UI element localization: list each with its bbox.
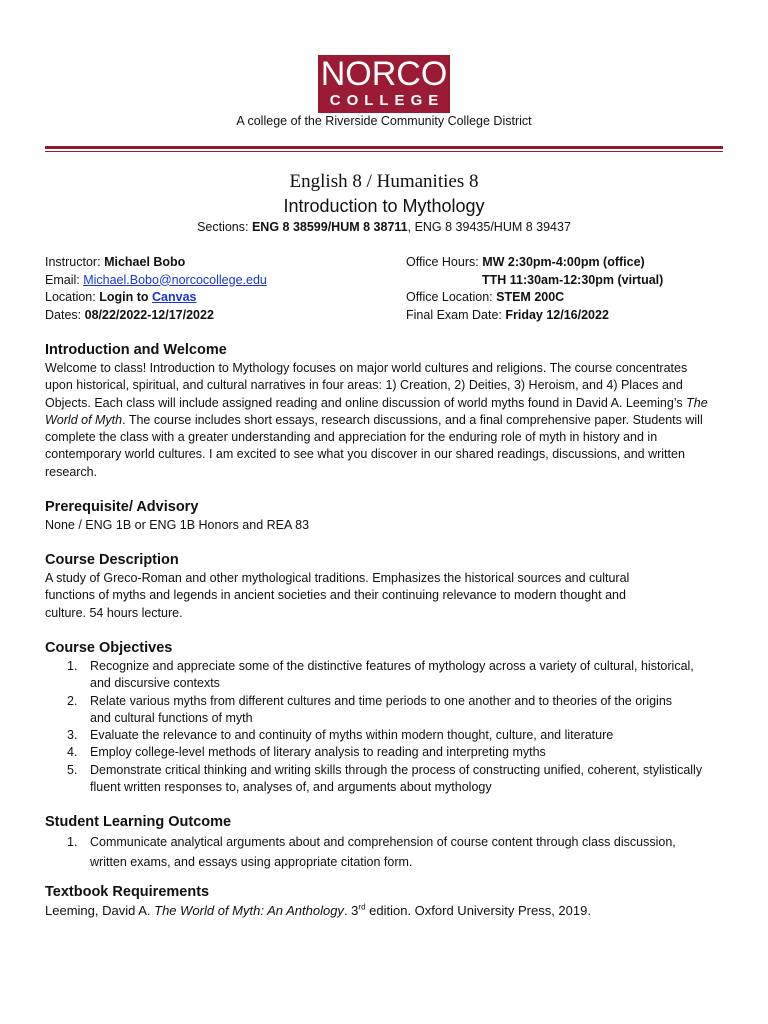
dates-row: [45, 307, 267, 325]
slo-list: [45, 832, 725, 872]
intro-line: Objects. Each class will include assigned reading and online discussion of world myths found in David A. Leeming’s: [45, 395, 683, 410]
list-number: 2.: [67, 693, 78, 708]
course-title: Introduction to Mythology: [283, 196, 485, 216]
sections-secondary: , ENG 8 39435/HUM 8 39437: [407, 220, 571, 234]
textbook-edition: . 3: [343, 903, 359, 918]
list-item: [45, 658, 725, 693]
list-number: 4.: [67, 745, 78, 760]
description-heading: Course Description: [45, 552, 179, 568]
textbook-title: The World of Myth: An Anthology: [154, 903, 344, 918]
location-label: Location:: [45, 290, 96, 304]
slo-heading: Student Learning Outcome: [45, 814, 232, 830]
logo-wordmark-top: NORCO: [320, 55, 448, 93]
dates-label: Dates:: [45, 307, 82, 322]
office-hours-label: Office Hours:: [406, 255, 479, 269]
list-number: 5.: [67, 762, 78, 777]
logo-wordmark-bottom: COLLEGE: [329, 92, 445, 109]
book-title-italic: The: [686, 395, 708, 410]
prereq-heading: Prerequisite/ Advisory: [45, 499, 199, 515]
intro-line: upon historical, spiritual, and cultural narratives in four areas: 1) Creation, 2) Deities, 3) Heroism, and 4) Places and: [45, 378, 683, 393]
textbook-section: [45, 883, 725, 919]
list-item: [45, 762, 725, 797]
final-exam-label: Final Exam Date:: [406, 307, 502, 322]
list-text: Demonstrate critical thinking and writing skills through the process of constructing unified, coherent, stylistically: [90, 762, 703, 777]
final-exam-row: [406, 307, 663, 325]
office-hours-row-2: [406, 272, 663, 290]
office-hours-2: TTH 11:30am-12:30pm (virtual): [482, 272, 664, 287]
office-location-row: [406, 289, 663, 307]
list-text: and cultural functions of myth: [90, 710, 253, 725]
intro-line: Welcome to class! Introduction to Mythology focuses on major world cultures and religions. The course concentrates: [45, 361, 688, 375]
list-text: fluent written responses to, analyses of, and arguments about mythology: [90, 780, 492, 795]
email-label: Email:: [45, 272, 80, 287]
office-location: STEM 200C: [496, 290, 565, 304]
list-item: [45, 832, 725, 872]
list-text: Relate various myths from different cultures and time periods to one another and to theories of the origins: [90, 693, 673, 708]
prereq-section: [45, 498, 725, 534]
objectives-list: [45, 658, 725, 796]
list-number: 1.: [67, 659, 78, 673]
intro-line: research.: [45, 464, 98, 479]
office-info: [406, 254, 663, 324]
list-item: [45, 727, 725, 744]
textbook-edition-suffix: rd: [358, 902, 366, 912]
description-line: A study of Greco-Roman and other mythological traditions. Emphasizes the historical sources and cultural: [45, 571, 630, 585]
description-paragraph: [45, 570, 725, 622]
canvas-link[interactable]: Canvas: [152, 290, 197, 304]
textbook-publisher: edition. Oxford University Press, 2019.: [365, 903, 591, 918]
textbook-citation: [45, 902, 725, 919]
list-number: 1.: [67, 835, 78, 849]
final-exam-date: Friday 12/16/2022: [505, 307, 609, 322]
list-item: [45, 744, 725, 761]
objectives-heading: Course Objectives: [45, 640, 173, 656]
book-title-italic: World of Myth: [45, 412, 123, 427]
description-line: culture. 54 hours lecture.: [45, 605, 183, 620]
description-line: functions of myths and legends in ancient societies and their continuing relevance to modern thought and: [45, 588, 626, 603]
list-text: Employ college-level methods of literary analysis to reading and interpreting myths: [90, 745, 546, 760]
list-text: Communicate analytical arguments about and comprehension of course content through class discussion,: [90, 835, 676, 849]
course-code: English 8 / Humanities 8: [289, 171, 479, 192]
list-text: and discursive contexts: [90, 676, 220, 691]
header-divider-thick: [45, 146, 723, 149]
email-row: [45, 272, 267, 290]
location-row: [45, 289, 267, 307]
objectives-section: [45, 639, 725, 796]
header-divider-thin: [45, 151, 723, 152]
sections-label: Sections:: [197, 220, 249, 234]
course-dates: 08/22/2022-12/17/2022: [84, 307, 214, 322]
textbook-author: Leeming, David A.: [45, 903, 151, 918]
email-link[interactable]: Michael.Bobo@norcocollege.edu: [83, 272, 267, 287]
district-tagline: A college of the Riverside Community College District: [236, 114, 532, 128]
list-text: written exams, and essays using appropriate citation form.: [90, 855, 413, 869]
description-section: [45, 551, 725, 622]
list-text: Evaluate the relevance to and continuity of myths within modern thought, culture, and literature: [90, 728, 614, 743]
location-prefix: Login to: [99, 290, 149, 304]
list-number: 3.: [67, 728, 78, 743]
list-text: Recognize and appreciate some of the distinctive features of mythology across a variety of cultural, historical,: [90, 659, 694, 673]
intro-paragraph: [45, 360, 725, 481]
office-hours-1: MW 2:30pm-4:00pm (office): [482, 255, 645, 269]
office-hours-row: [406, 254, 663, 272]
sections-primary: ENG 8 38599/HUM 8 38711: [251, 220, 408, 234]
instructor-label: Instructor:: [45, 255, 101, 269]
intro-heading: Introduction and Welcome: [45, 342, 227, 358]
norco-college-logo: [318, 55, 450, 113]
office-location-label: Office Location:: [406, 290, 493, 304]
intro-line: . The course includes short essays, research discussions, and a final comprehensive paper. Students will: [122, 412, 703, 427]
list-item: [45, 693, 725, 728]
instructor-name: Michael Bobo: [104, 255, 186, 269]
intro-line: complete the class with a greater understanding and appreciation for the enduring role of myth in history and in: [45, 430, 658, 445]
intro-line: contemporary world cultures. I am excited to see what you discover in our shared readings, discussions, and written: [45, 447, 685, 462]
prereq-text: None / ENG 1B or ENG 1B Honors and REA 83: [45, 518, 310, 532]
instructor-info: [45, 254, 267, 324]
textbook-heading: Textbook Requirements: [45, 884, 210, 900]
intro-section: [45, 341, 725, 481]
slo-section: [45, 813, 725, 872]
course-sections: [0, 220, 768, 234]
instructor-row: [45, 254, 267, 272]
